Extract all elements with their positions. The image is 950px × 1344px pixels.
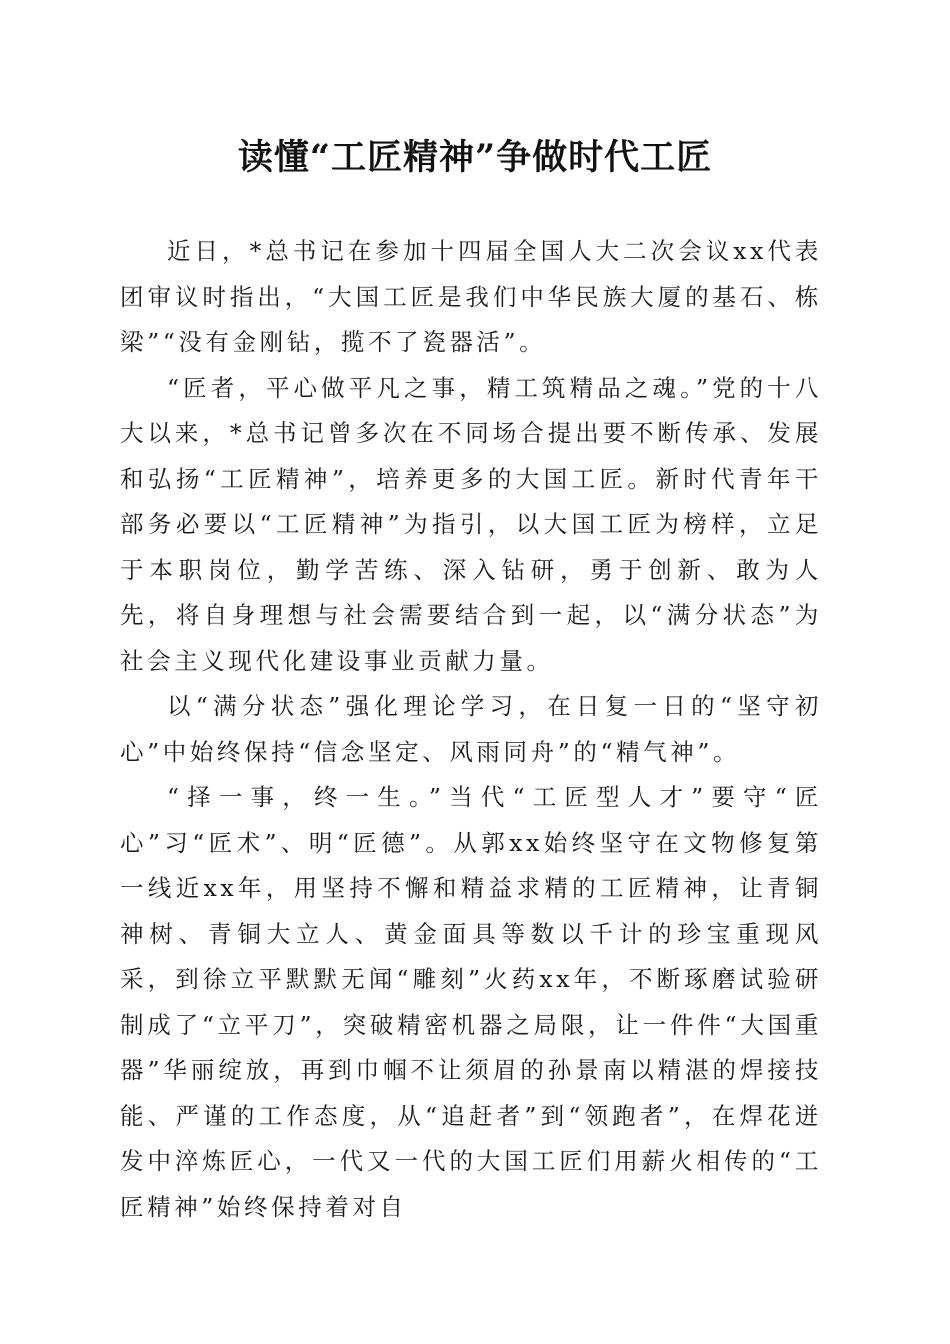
document-title: 读懂“工匠精神”争做时代工匠 <box>237 137 713 178</box>
paragraph: “择一事，终一生。”当代“工匠型人才”要守“匠心”习“匠术”、明“匠德”。从郭xx始终坚守在文物修复第一线近xx年，用坚持不懈和精益求精的工匠精神，让青铜神树、青铜大立人、黄金面具等数以千计的珍宝重现风采，到徐立平默默无闻“雕刻”火药xx年，不断琢磨试验研制成了“立平刀”，突破精密机器之局限，让一件件“大国重器”华丽绽放，再到巾帼不让须眉的孙景南以精湛的焊接技能、严谨的工作态度，从“追赶者”到“领跑者”，在焊花迸发中淬炼匠心，一代又一代的大国工匠们用薪火相传的“工匠精神”始终保持着对自 <box>120 783 822 1221</box>
paragraph: 近日，*总书记在参加十四届全国人大二次会议xx代表团审议时指出，“大国工匠是我们中华民族大厦的基石、栋梁”“没有金刚钻，揽不了瓷器活”。 <box>120 237 822 356</box>
paragraph: 以“满分状态”强化理论学习，在日复一日的“坚守初心”中始终保持“信念坚定、风雨同舟”的“精气神”。 <box>120 692 822 766</box>
document-body <box>120 229 822 1230</box>
paragraph: “匠者，平心做平凡之事，精工筑精品之魂。”党的十八大以来，*总书记曾多次在不同场合提出要不断传承、发展和弘扬“工匠精神”，培养更多的大国工匠。新时代青年干部务必要以“工匠精神”为指引，以大国工匠为榜样，立足于本职岗位，勤学苦练、深入钻研，勇于创新、敢为人先，将自身理想与社会需要结合到一起，以“满分状态”为社会主义现代化建设事业贡献力量。 <box>120 373 822 675</box>
